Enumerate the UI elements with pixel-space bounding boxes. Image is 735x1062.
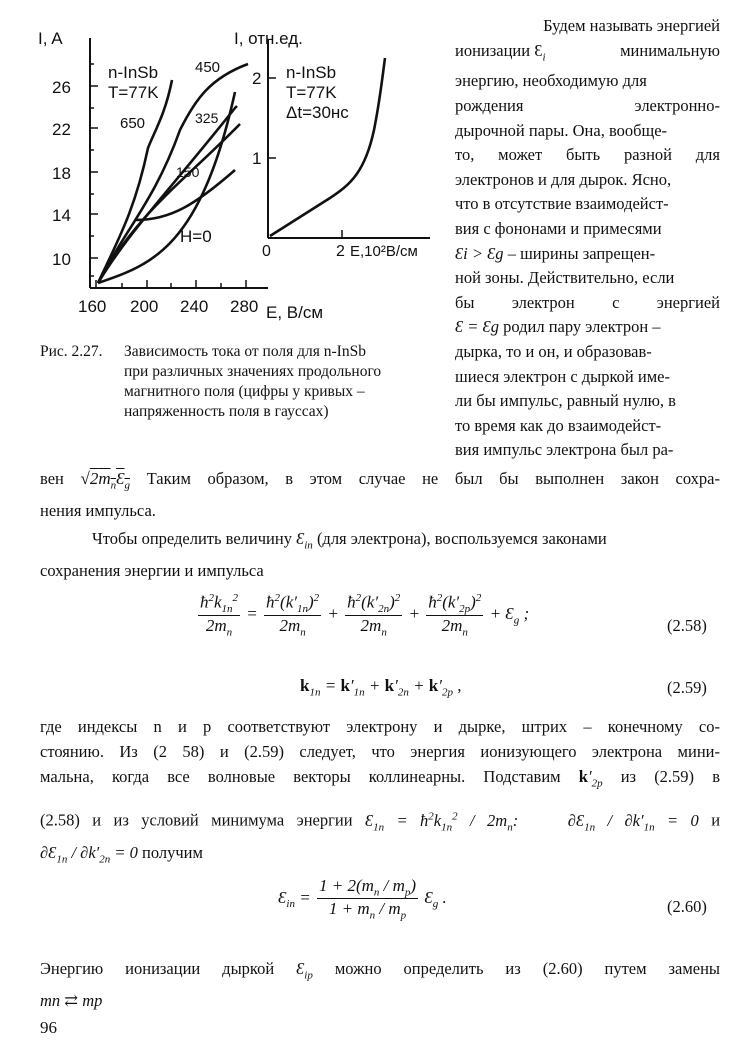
right-legend-temp: T=77K xyxy=(286,83,337,102)
side-line-2: ионизации $Ɛ_i$ минимальную xyxy=(455,40,720,63)
p4-b: можно определить из (2.60) путем замены xyxy=(334,959,721,978)
side-line-8: что в отсутствие взаимодейст- xyxy=(455,194,669,214)
side-line-15: шиеся электрон с дыркой име- xyxy=(455,366,670,386)
left-y-tick-18: 18 xyxy=(52,164,71,183)
side-line-3: энергию, необходимую для xyxy=(455,71,647,91)
equation-2-59: $k_{1n} = k'_{1n} + k'_{2n} + k'_{2p}$ , xyxy=(300,676,462,699)
left-y-axis-label: I, A xyxy=(38,29,63,48)
body-paragraph-1: вен $√2m_nƐ_g$ Таким образом, в этом случае не был бы выполнен закон сохра- нения импульса. xyxy=(40,466,720,523)
curve-label-h0: H=0 xyxy=(180,227,212,246)
figure-caption xyxy=(40,342,440,422)
curve-label-325: 325 xyxy=(195,110,219,126)
left-x-tick-200: 200 xyxy=(130,297,159,316)
page-number: 96 xyxy=(40,1018,57,1037)
right-plot xyxy=(234,29,430,260)
left-y-tick-14: 14 xyxy=(52,206,71,225)
side-line-10-text: – ширины запрещен- xyxy=(507,243,656,263)
body-paragraph-2: Чтобы определить величину $Ɛ_{in}$ (для электрона), воспользуемся законами сохранения энергии и импульса xyxy=(40,526,720,583)
body-paragraph-3: где индексы n и p соответствуют электрону и дырке, штрих – конечному со- стоянию. Из (2 58) и (2.59) следует, что энергия ионизующего электрона мини- мальна, когда все волновые векторы коллинеарны. Подставим $k'_{2p}$ из (2.59) в (2.58) и из условий минимума энергии $Ɛ_{1n}$ = $ħ^2k_{1n}^2 / 2m_n$: $\partial Ɛ_{1n} / \partial k'_{1n} = 0$ и $\partial Ɛ_{1n} / \partial k'_{2n} = 0$ получим xyxy=(40,714,720,872)
right-y-tick-1: 1 xyxy=(252,149,262,168)
p3-line-1: где индексы n и p соответствуют электрону и дырке, штрих – конечному со- xyxy=(40,717,720,736)
left-y-tick-10: 10 xyxy=(52,250,71,269)
p1-start: вен xyxy=(40,469,64,488)
p3-line-5b: получим xyxy=(142,843,203,863)
p1-rest: Таким образом, в этом случае не был бы выполнен закон сохра- xyxy=(146,469,720,488)
side-ineq: Ɛi > Ɛg xyxy=(455,243,504,263)
side-line-2-text: ионизации Ɛ xyxy=(455,40,543,60)
curve-150 xyxy=(98,124,240,283)
p4-c: mn ⇄ mp xyxy=(40,991,103,1011)
curve-label-650: 650 xyxy=(120,115,146,132)
right-legend-material: n-InSb xyxy=(286,63,337,82)
body-paragraph-4: Энергию ионизации дыркой $Ɛ_{ip}$ можно определить из (2.60) путем замены mn ⇄ mp xyxy=(40,956,720,1013)
caption-line-4: напряженность поля в гауссах) xyxy=(124,403,329,420)
side-line-18: вия импульс электрона был ра- xyxy=(455,440,674,460)
side-line-5: дырочной пары. Она, вообще- xyxy=(455,120,668,140)
right-y-axis-label: I, отн.ед. xyxy=(234,29,303,48)
right-y-tick-2: 2 xyxy=(252,69,262,88)
left-x-tick-280: 280 xyxy=(230,297,259,316)
p3-line-3b: из (2.59) в xyxy=(620,767,720,786)
right-x-tick-2: 2 xyxy=(336,243,345,260)
side-line-4: рождения электронно- xyxy=(455,96,720,116)
p2-a: Чтобы определить величину xyxy=(92,529,292,548)
left-legend-temp: T=77K xyxy=(108,83,159,102)
equation-2-60-number: (2.60) xyxy=(667,897,707,916)
right-x-tick-0: 0 xyxy=(262,243,271,260)
side-line-11: ной зоны. Действительно, если xyxy=(455,268,675,288)
p2-c: сохранения энергии и импульса xyxy=(40,561,264,581)
caption-line-3: магнитного поля (цифры у кривых – xyxy=(124,383,365,400)
p3-line-2: стоянию. Из (2 58) и (2.59) следует, что энергия ионизующего электрона мини- xyxy=(40,742,720,761)
p3-line-4a: (2.58) и из условий минимума энергии xyxy=(40,810,353,830)
equation-2-58-number: (2.58) xyxy=(667,616,707,635)
left-x-tick-240: 240 xyxy=(180,297,209,316)
left-y-tick-22: 22 xyxy=(52,120,71,139)
caption-line-2: при различных значениях продольного xyxy=(124,363,382,380)
p1-end: нения импульса. xyxy=(40,501,156,521)
side-text-column xyxy=(455,14,720,463)
side-eq: Ɛ = Ɛg xyxy=(455,317,499,337)
side-line-12: бы электрон с энергией xyxy=(455,292,720,312)
curve-label-150: 150 xyxy=(176,164,200,180)
right-x-axis-label: E,10²В/см xyxy=(350,243,418,260)
left-y-tick-26: 26 xyxy=(52,78,71,97)
caption-line-1: Зависимость тока от поля для n-InSb xyxy=(124,343,366,360)
caption-label: Рис. 2.27. xyxy=(40,343,103,360)
left-plot xyxy=(38,29,323,322)
right-legend-dt: Δt=30нс xyxy=(286,103,349,122)
side-line-7: электронов и для дырок. Ясно, xyxy=(455,169,672,189)
p3-line-3a: мальна, когда все волновые векторы коллинеарны. Подставим xyxy=(40,767,561,786)
side-line-10 xyxy=(455,242,720,267)
p4-a: Энергию ионизации дыркой xyxy=(40,959,275,978)
p2-b: (для электрона), воспользуемся законами xyxy=(316,529,607,548)
equation-2-59-number: (2.59) xyxy=(667,678,707,697)
side-line-6: то, может быть разной для xyxy=(455,145,720,165)
curve-label-450: 450 xyxy=(195,59,221,76)
side-line-14: дырка, то и он, и образовав- xyxy=(455,342,652,362)
side-line-16: ли бы импульс, равный нулю, в xyxy=(455,391,676,411)
figure-2-27 xyxy=(30,20,440,330)
left-legend-material: n-InSb xyxy=(108,63,159,82)
side-line-1: Будем называть энергией xyxy=(543,16,720,35)
side-line-2-word: минимальную xyxy=(620,40,720,60)
left-x-axis-label: E, В/см xyxy=(266,303,324,322)
left-x-tick-160: 160 xyxy=(78,297,107,316)
side-line-13 xyxy=(455,315,720,340)
side-line-9: вия с фононами и примесями xyxy=(455,219,662,239)
side-line-17: то время как до взаимодейст- xyxy=(455,415,662,435)
equation-2-60: $Ɛ_{in}$ = $\frac{1 + 2(m_n / m_p)}{1 + m_n / m_p}$ $Ɛ_g$ . xyxy=(278,876,447,922)
side-line-13-text: родил пару электрон – xyxy=(503,317,661,337)
equation-2-58: $\frac{ħ^2k_{1n}^2}{2m_n}$ = $\frac{ħ^2(k'_{1n})^2}{2m_n}$ + $\frac{ħ^2(k'_{2n})^2}{2m_n}$ + $\frac{ħ^2(k'_{2p})^2}{2m_n}$ + $Ɛ_g$ ; xyxy=(200,592,530,639)
